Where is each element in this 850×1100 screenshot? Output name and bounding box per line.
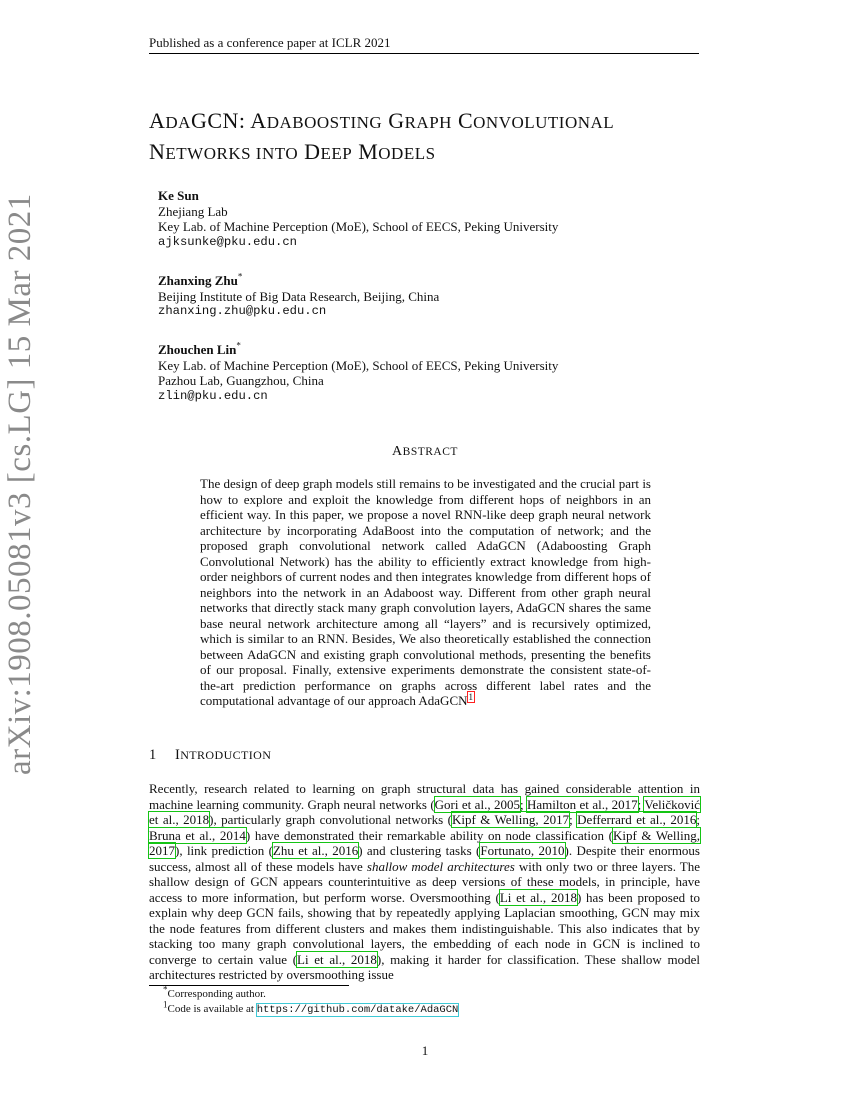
title-line-2: NETWORKS INTO DEEP MODELS bbox=[149, 139, 436, 164]
introduction-paragraph: Recently, research related to learning on graph structural data has gained considerable attention in machine learning community. Graph neural networks (Gori et al., 2005; Hamilton et al., 2017; Veličković et al., 2018), particularly graph convolutional networks (Kipf & Welling, 2017; Defferrard et al., 2016; Bruna et al., 2014) have demonstrated their remarkable ability on node classification (Kipf & Welling, 2017), link prediction (Zhu et al., 2016) and clustering tasks (Fortunato, 2010). Despite their enormous success, almost all of these models have shallow model architectures with only two or three layers. The shallow design of GCN appears counterintuitive as deep versions of these models, in principle, have access to more information, but perform worse. Oversmoothing (Li et al., 2018) has been proposed to explain why deep GCN fails, showing that by repeatedly applying Laplacian smoothing, GCN may mix the node features from different clusters and makes them indistinguishable. This also indicates that by stacking too many graph convolutional layers, the embedding of each node in GCN is inclined to converge to certain value (Li et al., 2018), making it harder for classification. These shallow model architectures restricted by oversmoothing issue bbox=[149, 781, 701, 982]
author-affiliation: Key Lab. of Machine Perception (MoE), School of EECS, Peking University bbox=[158, 219, 559, 234]
arxiv-side-stamp: arXiv:1908.05081v3 [cs.LG] 15 Mar 2021 bbox=[2, 193, 38, 775]
citation-link[interactable]: Defferrard et al., 2016 bbox=[577, 812, 697, 827]
author-name: Zhanxing Zhu bbox=[158, 273, 238, 288]
footnote-code: $^1$Code is available at https://github.com/datake/AdaGCN bbox=[163, 999, 459, 1016]
emphasis: shallow model architectures bbox=[366, 858, 515, 874]
code-url-link[interactable]: https://github.com/datake/AdaGCN bbox=[256, 1004, 459, 1016]
author-zhouchen-lin bbox=[158, 342, 558, 404]
citation-link[interactable]: Hamilton et al., 2017 bbox=[527, 796, 638, 812]
citation-link[interactable]: Li et al., 2018 bbox=[297, 951, 377, 967]
citation-link[interactable]: Veličković et al., 2018 bbox=[149, 796, 700, 827]
footnotes bbox=[163, 984, 459, 1018]
corresponding-mark: * bbox=[237, 271, 243, 282]
page-number: 1 bbox=[421, 1043, 429, 1058]
title-line-1: ADAGCN: ADABOOSTING GRAPH CONVOLUTIONAL bbox=[149, 108, 615, 133]
citation-link[interactable]: Zhu et al., 2016 bbox=[272, 843, 359, 858]
section-number: 1 bbox=[149, 747, 157, 763]
author-name: Zhouchen Lin bbox=[158, 342, 237, 357]
citation-link[interactable]: Li et al., 2018 bbox=[499, 889, 577, 905]
author-email[interactable]: zhanxing.zhu@pku.edu.cn bbox=[158, 304, 327, 318]
author-affiliation: Pazhou Lab, Guangzhou, China bbox=[158, 373, 324, 388]
footnote-ref-1[interactable]: 1 bbox=[468, 691, 473, 702]
corresponding-mark: * bbox=[236, 340, 241, 351]
author-email[interactable]: ajksunke@pku.edu.cn bbox=[158, 234, 297, 249]
author-name: Ke Sun bbox=[158, 188, 199, 203]
author-affiliation: Beijing Institute of Big Data Research, Beijing, China bbox=[158, 288, 440, 304]
author-email[interactable]: zlin@pku.edu.cn bbox=[158, 388, 268, 403]
abstract-heading: ABSTRACT bbox=[392, 444, 458, 459]
running-header: Published as a conference paper at ICLR 2021 bbox=[149, 35, 391, 50]
citation-link[interactable]: Kipf & Welling, 2017 bbox=[451, 812, 570, 827]
citation-link[interactable]: Kipf & Welling, 2017 bbox=[149, 827, 700, 858]
citation-link[interactable]: Fortunato, 2010 bbox=[480, 843, 565, 858]
abstract-text: The design of deep graph models still remains to be investigated and the crucial part is how to explore and exploit the knowledge from different hops of neighbors in an efficient way. In this paper, we propose a novel RNN-like deep graph neural network architecture by incorporating AdaBoost into the computation of network; and the proposed graph convolutional network called AdaGCN (Adaboosting Graph Convolutional Network) has the ability to efficiently extract knowledge from high-order neighbors of current nodes and then integrates knowledge from different hops of neighbors into the network in an Adaboost way. Different from other graph neural networks that directly stack many graph convolution layers, AdaGCN shares the same base neural network architecture among all “layers” and is recursively optimized, which is similar to an RNN. Besides, We also theoretically established the connection between AdaGCN and existing graph convolutional methods, presenting the benefits of our proposal. Finally, extensive experiments demonstrate the consistent state-of-the-art prediction performance on graphs across different label rates and the computational advantage of our approach AdaGCN$^1$ bbox=[200, 476, 651, 708]
footnote-corresponding: *Corresponding author. bbox=[163, 984, 266, 1000]
author-affiliation: Key Lab. of Machine Perception (MoE), School of EECS, Peking University bbox=[158, 357, 559, 373]
author-zhanxing-zhu bbox=[158, 273, 439, 320]
author-ke-sun bbox=[158, 188, 558, 250]
footnote-rule bbox=[149, 985, 349, 986]
author-affiliation: Zhejiang Lab bbox=[158, 203, 228, 219]
paper-title bbox=[149, 106, 709, 168]
section-heading-introduction: 1 INTRODUCTION bbox=[149, 747, 272, 763]
header-rule bbox=[149, 53, 699, 54]
citation-link[interactable]: Bruna et al., 2014 bbox=[149, 827, 246, 843]
citation-link[interactable]: Gori et al., 2005 bbox=[434, 796, 520, 812]
